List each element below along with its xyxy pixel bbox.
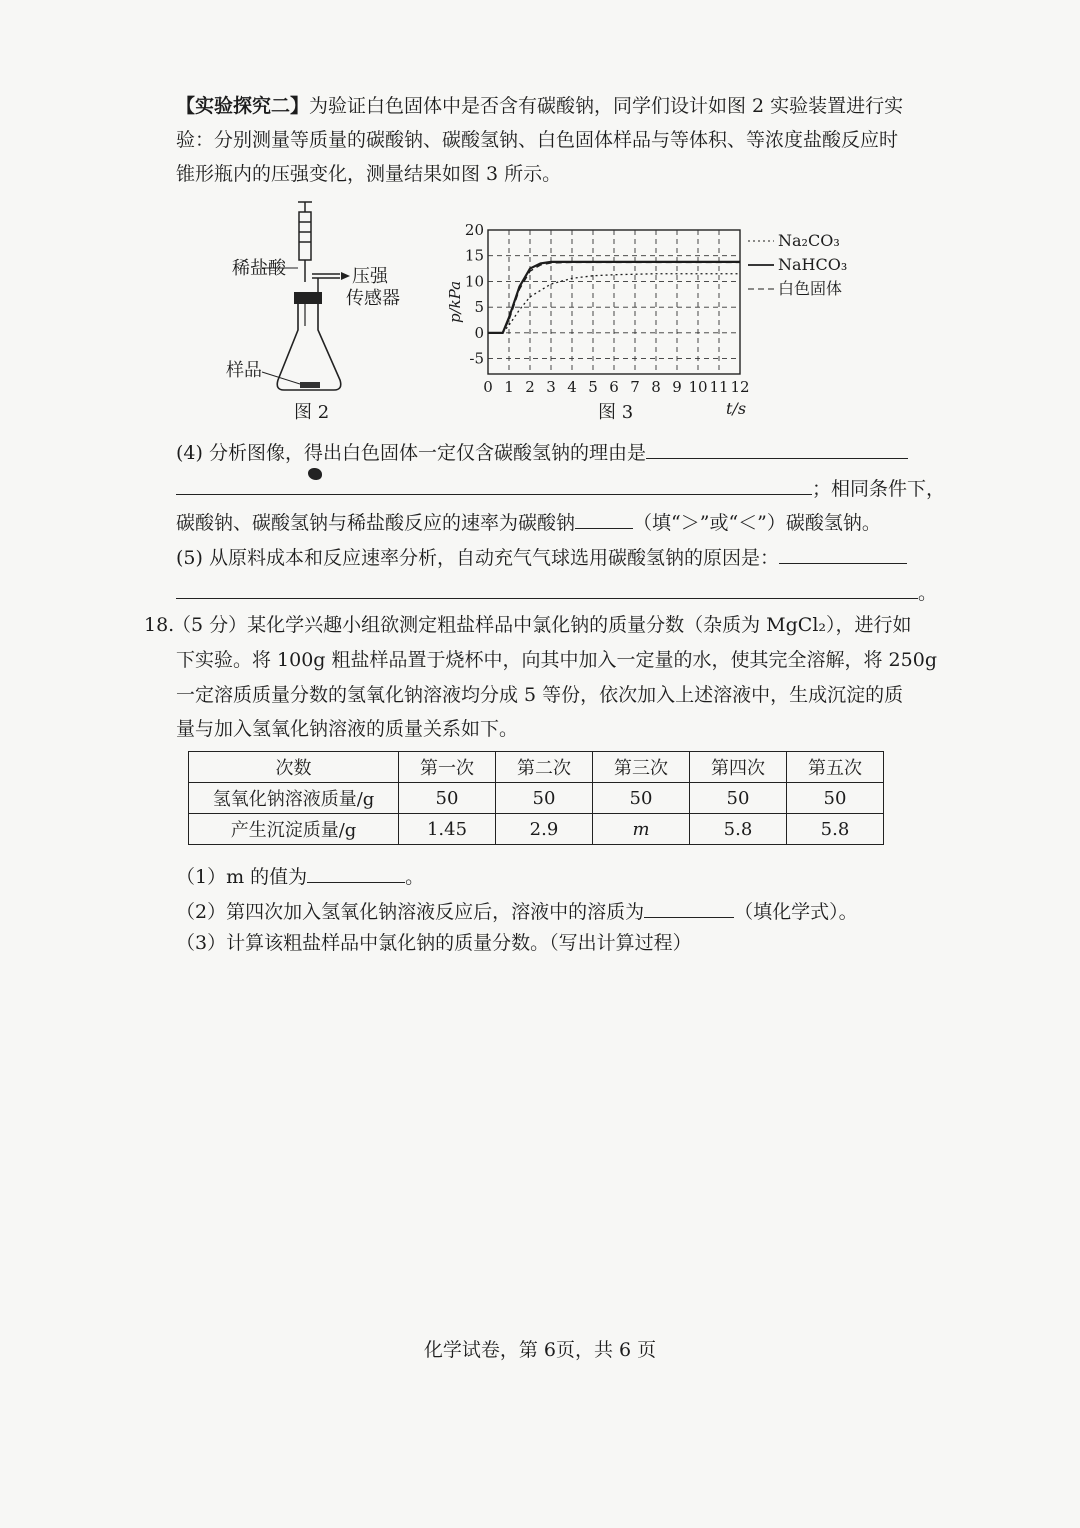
- figure-2-apparatus: [220, 198, 400, 428]
- x-tick-label: 5: [588, 378, 598, 396]
- y-tick-label: 10: [464, 272, 484, 291]
- x-axis-label: t/s: [726, 399, 747, 418]
- rubber-stopper: [294, 292, 322, 304]
- legend-label: Na₂CO₃: [778, 231, 840, 250]
- q18-number: 18.: [144, 614, 175, 636]
- q5-answer-blank-2[interactable]: [176, 578, 918, 599]
- q4-continue: ；相同条件下，: [812, 478, 946, 500]
- chart-grid: [488, 230, 740, 374]
- sensor-label-2: 传感器: [346, 288, 400, 309]
- y-tick-label: 20: [464, 221, 484, 239]
- sample-solid: [300, 382, 320, 388]
- page-footer: 化学试卷，第 6页，共 6 页: [423, 1339, 657, 1361]
- table-cell: 5.8: [690, 814, 787, 845]
- x-tick-label: 3: [546, 378, 556, 396]
- table-cell: 50: [690, 783, 787, 814]
- table-cell: 第二次: [496, 752, 593, 783]
- q5-line-2: [176, 578, 937, 605]
- exp2-heading: 【实验探究二】: [176, 95, 310, 117]
- q4-answer-blank-2[interactable]: [176, 474, 812, 495]
- exp2-line-3: 锥形瓶内的压强变化，测量结果如图 3 所示。: [176, 163, 562, 185]
- chart-legend: [748, 231, 847, 298]
- x-tick-label: 0: [483, 378, 493, 396]
- sub-2-end: （填化学式）。: [734, 901, 858, 923]
- table-row: [189, 814, 884, 845]
- x-tick-label: 12: [730, 378, 750, 396]
- q5-prefix: (5) 从原料成本和反应速率分析，自动充气气球选用碳酸氢钠的原因是：: [176, 547, 779, 569]
- q4-prefix: (4) 分析图像，得出白色固体一定仅含碳酸氢钠的理由是: [176, 442, 646, 464]
- y-tick-label: 5: [474, 298, 484, 317]
- x-tick-label: 8: [651, 378, 661, 396]
- legend-label: 白色固体: [778, 279, 843, 298]
- syringe: [298, 202, 312, 282]
- q4-line-3a: 碳酸钠、碳酸氢钠与稀盐酸反应的速率为碳酸钠: [176, 512, 576, 534]
- q4-line-3: [176, 508, 881, 535]
- q5-end: 。: [918, 582, 938, 604]
- y-tick-label: 0: [474, 323, 484, 342]
- q18-line-4: 量与加入氢氧化钠溶液的质量关系如下。: [176, 718, 519, 740]
- sub-1-prefix: （1）m 的值为: [176, 866, 308, 888]
- x-tick-label: 1: [504, 378, 514, 396]
- y-tick-label: -5: [469, 349, 484, 368]
- q18-line-2: 下实验。将 100g 粗盐样品置于烧杯中，向其中加入一定量的水，使其完全溶解，将 250g: [176, 649, 937, 671]
- sample-label: 样品: [226, 360, 262, 381]
- x-tick-label: 6: [609, 378, 619, 396]
- x-tick-label: 2: [525, 378, 535, 396]
- table-cell: 第一次: [399, 752, 496, 783]
- table-cell: m: [593, 814, 690, 845]
- q5-answer-blank-1[interactable]: [779, 543, 907, 564]
- sensor-label-1: 压强: [352, 266, 388, 287]
- table-cell: 50: [496, 783, 593, 814]
- exp2-line-1: [176, 94, 903, 118]
- x-tick-label: 10: [688, 378, 708, 396]
- sub-1-end: 。: [405, 866, 425, 888]
- table-row: [189, 783, 884, 814]
- conical-flask: [277, 304, 341, 390]
- q4-line-2: [176, 474, 945, 501]
- figure-2-caption: 图 2: [294, 402, 330, 423]
- q4-answer-blank-1[interactable]: [646, 438, 908, 459]
- q4-compare-blank[interactable]: [575, 508, 633, 529]
- table-cell: 5.8: [787, 814, 884, 845]
- data-table: [188, 751, 884, 845]
- table-cell: 1.45: [399, 814, 496, 845]
- x-tick-label: 9: [672, 378, 682, 396]
- table-cell: 次数: [189, 752, 399, 783]
- exp2-line-2: 验：分别测量等质量的碳酸钠、碳酸氢钠、白色固体样品与等体积、等浓度盐酸反应时: [176, 129, 899, 151]
- sensor-arrow-icon: [341, 272, 350, 280]
- table-cell: 50: [787, 783, 884, 814]
- q18-line-3: 一定溶质质量分数的氢氧化钠溶液均分成 5 等份，依次加入上述溶液中，生成沉淀的质: [176, 684, 904, 706]
- y-axis-label: p/kPa: [446, 280, 464, 324]
- table-cell: 50: [593, 783, 690, 814]
- q5-line-1: [176, 543, 907, 570]
- table-cell: 产生沉淀质量/g: [189, 814, 399, 845]
- exp2-line-1-text: 为验证白色固体中是否含有碳酸钠，同学们设计如图 2 实验装置进行实: [309, 95, 904, 117]
- legend-label: NaHCO₃: [778, 255, 848, 274]
- q4-line-3b: （填“＞”或“＜”）碳酸氢钠。: [633, 512, 881, 534]
- figure-3-caption: 图 3: [598, 402, 634, 423]
- x-tick-label: 4: [567, 378, 577, 396]
- sub-2-prefix: （2）第四次加入氢氧化钠溶液反应后，溶液中的溶质为: [176, 901, 645, 923]
- table-cell: 第四次: [690, 752, 787, 783]
- table-cell: 2.9: [496, 814, 593, 845]
- sub-1-blank[interactable]: [307, 862, 405, 883]
- x-tick-label: 7: [630, 378, 640, 396]
- table-cell: 氢氧化钠溶液质量/g: [189, 783, 399, 814]
- q4-line-1: [176, 438, 908, 465]
- acid-label: 稀盐酸: [232, 258, 286, 279]
- figure-3-chart: [430, 212, 880, 427]
- table-cell: 第五次: [787, 752, 884, 783]
- sub-1: [176, 862, 424, 889]
- q18-line-1: （5 分）某化学兴趣小组欲测定粗盐样品中氯化钠的质量分数（杂质为 MgCl₂），进行如: [172, 614, 912, 636]
- chart-ticks: [465, 221, 750, 396]
- sub-3: （3）计算该粗盐样品中氯化钠的质量分数。（写出计算过程）: [176, 932, 692, 954]
- sensor-tube: [312, 274, 340, 294]
- y-tick-label: 15: [464, 246, 484, 265]
- table-cell: 50: [399, 783, 496, 814]
- sub-2-blank[interactable]: [644, 897, 734, 918]
- x-tick-label: 11: [709, 378, 729, 396]
- table-header-row: [189, 752, 884, 783]
- sub-2: [176, 897, 858, 924]
- table-cell: 第三次: [593, 752, 690, 783]
